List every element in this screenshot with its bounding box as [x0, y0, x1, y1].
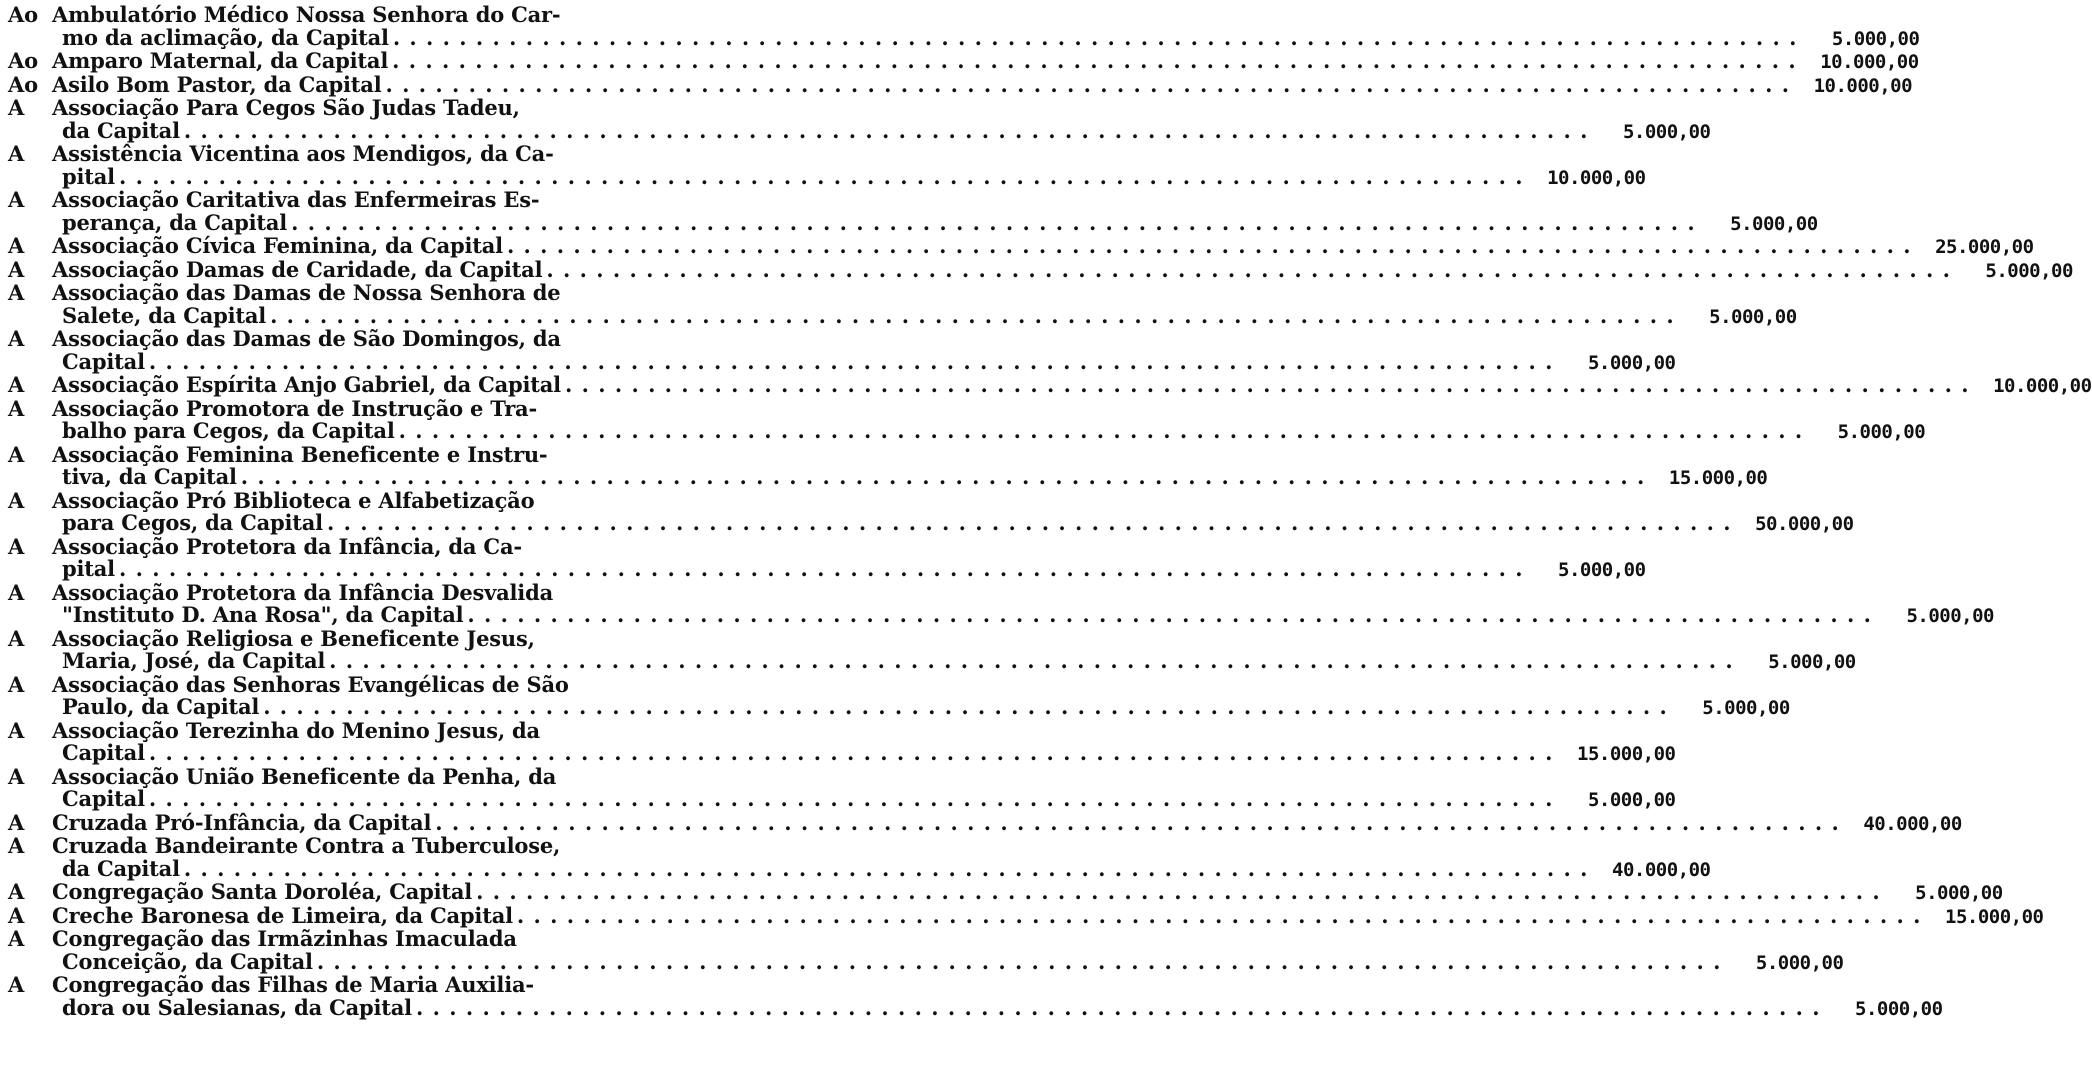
entry-line-text: Maria, José, da Capital [62, 648, 326, 673]
entry-line [52, 71, 1913, 98]
entry-article: A [8, 533, 25, 559]
list-item [8, 441, 1768, 490]
entry-amount: 5.000,00 [1985, 259, 2073, 282]
leader-dots [119, 558, 1524, 581]
entry-line-text: Associação União Beneficente da Penha, da [52, 763, 557, 789]
list-item [8, 809, 1962, 836]
entry-line [52, 717, 776, 743]
entry-amount: 15.000,00 [1668, 467, 1768, 489]
entry-line-text: Creche Baronesa de Limeira, da Capital [52, 902, 513, 928]
list-item [8, 833, 1711, 881]
leader-dots [392, 50, 1797, 73]
entry-article: A [8, 833, 25, 858]
list-item [8, 533, 1646, 582]
entry-amount: 5.000,00 [1837, 421, 1926, 443]
leader-dots [517, 905, 1922, 928]
entry-article: A [8, 625, 25, 651]
list-item [8, 372, 2092, 398]
list-item [8, 579, 1994, 628]
entry-line [52, 372, 2092, 398]
entry-amount: 15.000,00 [1577, 743, 1676, 765]
entry-line-text: "Instituto D. Ana Rosa", da Capital [62, 602, 464, 627]
entry-text [52, 48, 1919, 74]
entry-line [52, 441, 776, 467]
entry-amount: 50.000,00 [1755, 513, 1854, 535]
entry-article: A [8, 326, 25, 351]
entry-line [52, 625, 776, 651]
entry-amount: 5.000,00 [1587, 351, 1676, 374]
entry-text [52, 71, 1913, 98]
entry-text [52, 625, 1856, 674]
leader-dots [435, 812, 1840, 835]
entry-line-text: Associação das Senhoras Evangélicas de São [52, 671, 569, 697]
entry-article: A [8, 441, 25, 467]
list-item [8, 717, 1676, 766]
entry-article: A [8, 763, 25, 789]
entry-article: A [8, 579, 25, 605]
leader-dots [119, 166, 1524, 189]
entry-amount: 5.000,00 [1622, 120, 1711, 143]
entry-article: Ao [8, 71, 38, 97]
entry-text [52, 141, 1646, 189]
entry-line-text: Associação Cívica Feminina, da Capital [52, 233, 503, 258]
entry-line-text: Associação Espírita Anjo Gabriel, da Capital [52, 372, 561, 397]
entry-line-text: Associação Protetora da Infância Desvalida [52, 579, 553, 605]
leader-dots [476, 881, 1881, 904]
entry-line-text: Congregação das Irmãzinhas Imaculada [52, 926, 517, 951]
entry-text [52, 326, 1676, 374]
entry-line [52, 209, 1818, 236]
leader-dots [565, 374, 1970, 397]
entry-line [52, 533, 776, 559]
entry-line-text: Associação Para Cegos São Judas Tadeu, [52, 95, 520, 120]
entry-line-text: Cruzada Bandeirante Contra a Tuberculose, [52, 833, 561, 858]
entry-amount: 10.000,00 [1547, 166, 1646, 189]
leader-dots [149, 351, 1554, 374]
entry-line [52, 395, 776, 421]
entry-amount: 15.000,00 [1945, 905, 2044, 928]
entry-text [52, 372, 2092, 398]
leader-dots [393, 27, 1798, 50]
entry-article: A [8, 809, 25, 835]
entry-line-text: Capital [62, 740, 145, 765]
leader-dots [241, 466, 1646, 489]
entry-article: A [8, 926, 25, 951]
list-item [8, 395, 1926, 444]
entry-article: Ao [8, 48, 38, 73]
list-item [8, 233, 2034, 259]
entry-line-text: Associação Terezinha do Menino Jesus, da [52, 717, 540, 743]
entry-line [52, 809, 1962, 836]
list-item [8, 671, 1790, 720]
entry-article: Ao [8, 2, 38, 27]
list-item [8, 326, 1676, 374]
entry-text [52, 256, 2073, 283]
entry-text [52, 879, 2003, 905]
entry-line-text: pital [62, 556, 115, 581]
entry-amount: 5.000,00 [1709, 305, 1797, 328]
entry-article: A [8, 395, 25, 421]
leader-dots [327, 512, 1732, 535]
entry-article: A [8, 280, 25, 305]
list-item [8, 902, 2044, 929]
entry-line-text: Associação Religiosa e Beneficente Jesus, [52, 625, 535, 651]
leader-dots [399, 420, 1804, 443]
entry-line-text: mo da aclimação, da Capital [62, 24, 389, 50]
entry-line-text: dora ou Salesianas, da Capital [62, 994, 412, 1020]
entry-line-text: Cruzada Pró-Infância, da Capital [52, 809, 432, 835]
entry-amount: 40.000,00 [1612, 858, 1711, 881]
entry-article: A [8, 187, 25, 212]
entry-line [52, 256, 2073, 283]
entry-text [52, 441, 1768, 490]
entry-line [52, 648, 1856, 674]
entry-article: A [8, 717, 25, 743]
entry-text [52, 95, 1711, 143]
entry-line [52, 302, 1797, 329]
leader-dots [149, 742, 1554, 765]
entry-text [52, 763, 1676, 812]
entry-amount: 5.000,00 [1831, 27, 1920, 50]
list-item [8, 280, 1797, 328]
entry-amount: 5.000,00 [1755, 951, 1844, 974]
entry-line [52, 928, 776, 951]
entry-line [52, 786, 1676, 812]
entry-line [52, 694, 1790, 720]
entry-line [52, 994, 1943, 1021]
entry-amount: 10.000,00 [1993, 375, 2092, 397]
entry-article: A [8, 671, 25, 697]
entry-line [52, 902, 2044, 929]
entry-line-text: Assistência Vicentina aos Mendigos, da Ca- [52, 141, 554, 166]
entry-line [52, 510, 1854, 536]
entry-text [52, 972, 1943, 1020]
entry-text [52, 717, 1676, 766]
entry-line-text: Amparo Maternal, da Capital [52, 48, 389, 73]
entry-line [52, 974, 776, 997]
leader-dots [184, 120, 1589, 143]
list-item [8, 95, 1711, 143]
entry-amount: 5.000,00 [1906, 605, 1994, 627]
entry-line-text: Capital [62, 348, 145, 374]
entry-line-text: Associação Promotora de Instrução e Tra- [52, 395, 537, 421]
entry-line-text: Associação das Damas de São Domingos, da [52, 326, 561, 351]
leader-dots [149, 788, 1554, 811]
entry-article: A [8, 95, 25, 120]
entry-article: A [8, 902, 25, 928]
entry-line-text: Associação Damas de Caridade, da Capital [52, 256, 543, 282]
entry-line [52, 24, 1920, 51]
entry-article: A [8, 972, 25, 997]
entry-line-text: Associação Caritativa das Enfermeiras Es- [52, 187, 540, 212]
entry-line-text: Congregação das Filhas de Maria Auxilia- [52, 972, 534, 997]
entry-article: A [8, 487, 25, 513]
entry-line-text: balho para Cegos, da Capital [62, 418, 395, 443]
leader-dots [507, 235, 1912, 258]
list-item [8, 141, 1646, 189]
entry-line [52, 602, 1994, 628]
entry-line-text: da Capital [62, 117, 180, 143]
entry-amount: 5.000,00 [1587, 789, 1676, 811]
entry-text [52, 233, 2034, 259]
entry-amount: 5.000,00 [1730, 212, 1818, 235]
entry-text [52, 926, 1844, 974]
entry-line [52, 348, 1676, 375]
entry-amount: 10.000,00 [1813, 74, 1913, 97]
entry-line [52, 233, 2034, 259]
leader-dots [467, 604, 1872, 627]
entry-line [52, 835, 776, 858]
entry-line [52, 4, 776, 27]
entry-line [52, 740, 1676, 766]
entry-line-text: Congregação Santa Doroléa, Capital [52, 879, 473, 904]
entry-amount: 10.000,00 [1820, 51, 1919, 73]
entry-text [52, 2, 1920, 50]
entry-text [52, 902, 2044, 929]
entry-line-text: da Capital [62, 855, 180, 881]
entry-line-text: Associação Pró Biblioteca e Alfabetização [52, 487, 535, 513]
entry-line [52, 328, 776, 351]
entry-line [52, 671, 776, 697]
entry-line-text: Salete, da Capital [62, 302, 267, 328]
entry-line-text: Conceição, da Capital [62, 948, 313, 974]
entry-article: A [8, 372, 25, 397]
entry-line-text: Capital [62, 786, 145, 811]
entry-amount: 5.000,00 [1915, 882, 2003, 904]
entry-amount: 5.000,00 [1768, 651, 1856, 673]
entry-line-text: Associação Protetora da Infância, da Ca- [52, 533, 522, 559]
entry-text [52, 487, 1854, 536]
list-item [8, 625, 1856, 674]
entry-line [52, 948, 1844, 975]
leader-dots [329, 650, 1734, 673]
entry-line-text: Paulo, da Capital [62, 694, 260, 719]
entry-line-text: Associação Feminina Beneficente e Instru- [52, 441, 548, 467]
leader-dots [546, 259, 1951, 282]
list-item [8, 487, 1854, 536]
list-item [8, 71, 1913, 98]
entry-line [52, 855, 1711, 882]
list-item [8, 926, 1844, 974]
list-item [8, 187, 1818, 235]
entry-line [52, 579, 776, 605]
leader-dots [416, 997, 1821, 1020]
entry-line [52, 117, 1711, 144]
list-item [8, 2, 1920, 50]
entry-line [52, 189, 776, 212]
entry-article: A [8, 141, 25, 166]
entry-amount: 5.000,00 [1855, 997, 1943, 1020]
entry-line-text: para Cegos, da Capital [62, 510, 323, 535]
entry-amount: 40.000,00 [1863, 812, 1962, 835]
entry-text [52, 187, 1818, 235]
entry-article: A [8, 879, 25, 904]
entry-line [52, 97, 776, 120]
list-item [8, 879, 2003, 905]
entry-article: A [8, 233, 25, 258]
entry-text [52, 579, 1994, 628]
entry-text [52, 395, 1926, 444]
leader-dots [317, 951, 1722, 974]
list-item [8, 972, 1943, 1020]
entry-line-text: Associação das Damas de Nossa Senhora de [52, 280, 561, 305]
entry-line [52, 282, 776, 305]
entry-text [52, 809, 1962, 836]
entry-line [52, 48, 1919, 74]
entry-line [52, 487, 776, 513]
entry-text [52, 280, 1797, 328]
leader-dots [270, 305, 1675, 328]
entry-line-text: pital [62, 163, 115, 189]
leader-dots [291, 212, 1696, 235]
entry-amount: 25.000,00 [1935, 236, 2034, 258]
list-item [8, 256, 2073, 283]
entry-line-text: perança, da Capital [62, 209, 288, 235]
entry-text [52, 833, 1711, 881]
entry-amount: 5.000,00 [1702, 697, 1790, 719]
entry-amount: 5.000,00 [1558, 559, 1646, 581]
entry-article: A [8, 256, 25, 282]
list-item [8, 48, 1919, 74]
entry-line [52, 418, 1926, 444]
entry-line [52, 879, 2003, 905]
entry-line [52, 464, 1768, 490]
list-item [8, 763, 1676, 812]
leader-dots [184, 858, 1589, 881]
leader-dots [385, 74, 1790, 97]
entry-line [52, 163, 1646, 190]
entry-text [52, 671, 1790, 720]
entry-line [52, 143, 776, 166]
entry-line-text: tiva, da Capital [62, 464, 237, 489]
leader-dots [263, 696, 1668, 719]
entry-line [52, 763, 776, 789]
entry-line [52, 556, 1646, 582]
entry-text [52, 533, 1646, 582]
entry-line-text: Asilo Bom Pastor, da Capital [52, 71, 382, 97]
entry-line-text: Ambulatório Médico Nossa Senhora do Car- [52, 2, 561, 27]
